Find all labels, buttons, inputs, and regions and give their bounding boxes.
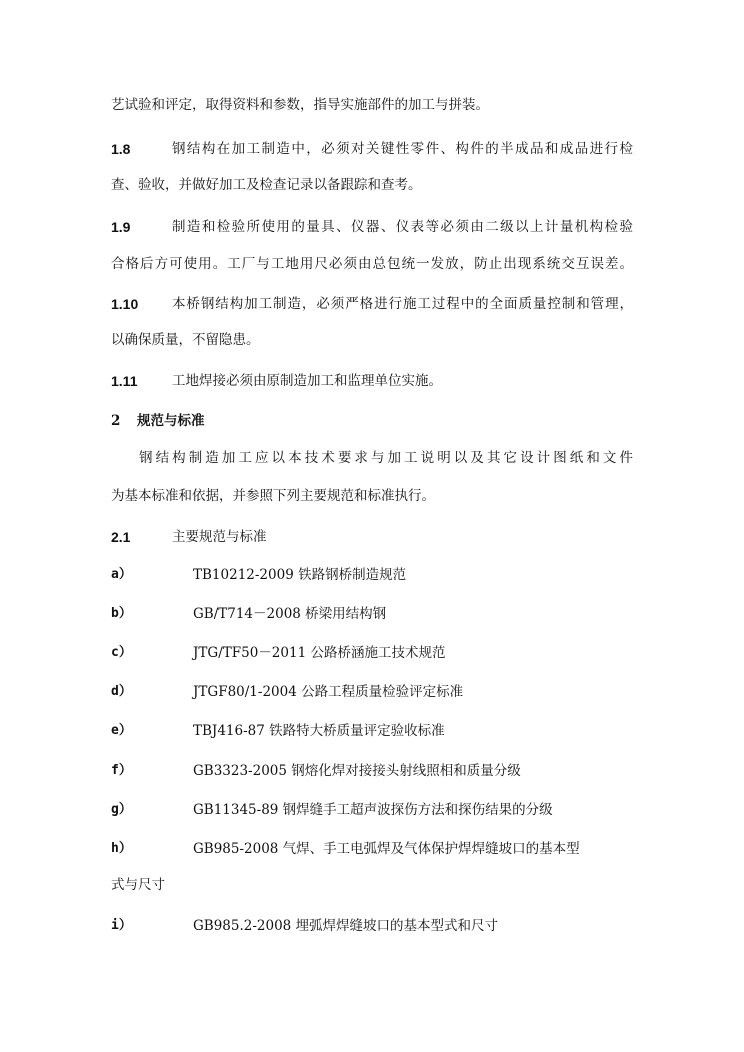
clause-text: 制造和检验所使用的量具、仪器、仪表等必须由二级以上计量机构检验	[172, 219, 633, 235]
item-label: d）	[111, 684, 132, 699]
clause-number: 1.11	[111, 373, 138, 389]
item-label: a）	[111, 567, 132, 582]
item-text: GB985.2-2008 埋弧焊焊缝坡口的基本型式和尺寸	[193, 918, 499, 934]
item-label: b）	[111, 606, 132, 621]
section-2-heading	[111, 411, 633, 431]
item-text: TBJ416-87 铁路特大桥质量评定验收标准	[193, 723, 445, 739]
item-text: GB3323-2005 钢熔化焊对接接头射线照相和质量分级	[193, 763, 521, 779]
clause-1-10-cont: 以确保质量，不留隐患。	[111, 332, 260, 348]
clause-text: 本桥钢结构加工制造，必须严格进行施工过程中的全面质量控制和管理，	[172, 296, 633, 312]
item-text: GB985-2008 气焊、手工电弧焊及气体保护焊焊缝坡口的基本型	[193, 841, 580, 857]
item-text: JTG/TF50－2011 公路桥涵施工技术规范	[193, 645, 446, 661]
clause-number: 1.10	[111, 296, 139, 312]
section-number: 2	[111, 413, 121, 429]
item-label: g）	[111, 802, 132, 817]
clause-number: 1.9	[111, 219, 131, 235]
clause-1-8-cont: 查、验收，并做好加工及检查记录以备跟踪和查考。	[111, 177, 422, 193]
intro-line-2: 为基本标准和依据，并参照下列主要规范和标准执行。	[111, 488, 435, 504]
clause-text: 工地焊接必须由原制造加工和监理单位实施。	[172, 373, 442, 389]
item-label: e）	[111, 723, 132, 738]
item-text: GB/T714－2008 桥梁用结构钢	[193, 606, 387, 622]
item-label: i）	[111, 918, 132, 933]
list-item-cont: 式与尺寸	[111, 877, 165, 893]
clause-number: 1.8	[111, 141, 131, 157]
item-text: GB11345-89 钢焊缝手工超声波探伤方法和探伤结果的分级	[193, 802, 553, 818]
item-text: TB10212-2009 铁路钢桥制造规范	[193, 567, 407, 583]
section-title: 规范与标准	[137, 413, 205, 429]
clause-text: 钢结构在加工制造中，必须对关键性零件、构件的半成品和成品进行检	[172, 141, 633, 157]
item-label: f）	[111, 763, 132, 778]
item-label: c）	[111, 645, 132, 660]
clause-1-9-cont: 合格后方可使用。工厂与工地用尺必须由总包统一发放，防止出现系统交互误差。	[111, 256, 633, 272]
intro-line-1: 钢结构制造加工应以本技术要求与加工说明以及其它设计图纸和文件	[139, 450, 633, 466]
continued-paragraph: 艺试验和评定，取得资料和参数，指导实施部件的加工与拼装。	[111, 97, 489, 113]
clause-number: 2.1	[111, 529, 131, 545]
item-label: h）	[111, 841, 132, 856]
item-text: JTGF80/1-2004 公路工程质量检验评定标准	[193, 684, 464, 700]
clause-text: 主要规范与标准	[172, 529, 267, 545]
